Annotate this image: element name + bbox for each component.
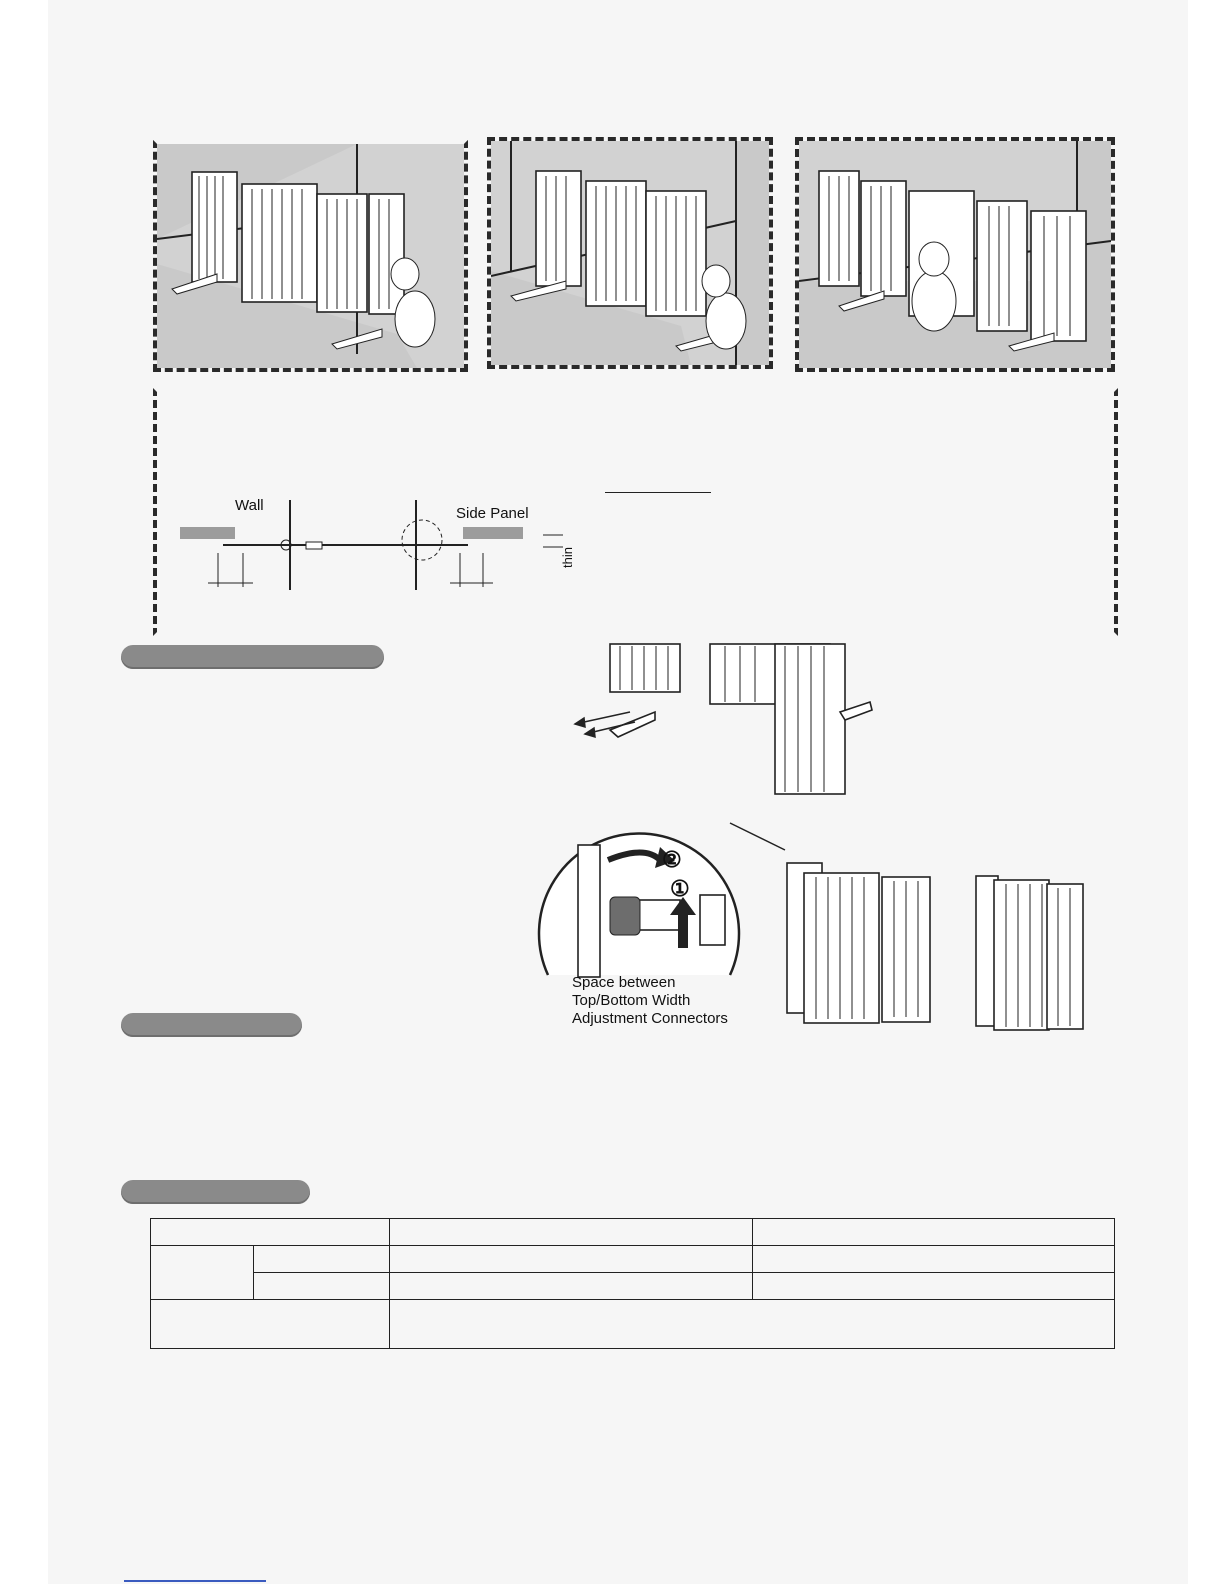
spec-table: [150, 1218, 1115, 1349]
folded-gate-illustration-2: [972, 872, 1090, 1032]
mini-ruler: [605, 492, 711, 493]
gate-wall-illustration: [491, 141, 769, 365]
table-row: [151, 1273, 1115, 1300]
table-cell: [390, 1273, 753, 1300]
table-cell: [254, 1246, 390, 1273]
table-cell: [151, 1300, 390, 1349]
table-cell: [390, 1300, 1115, 1349]
setup-illustration-3: [795, 137, 1115, 372]
gate-straight-illustration: [799, 141, 1111, 368]
setup-illustration-2: [487, 137, 773, 369]
caption-line-1: Space between: [572, 974, 676, 991]
table-cell: [151, 1246, 254, 1300]
dog-figure: [395, 291, 435, 347]
wall-label: Wall: [235, 497, 264, 514]
table-row: [151, 1219, 1115, 1246]
section-header-1: [121, 645, 384, 669]
table-row: [151, 1246, 1115, 1273]
table-cell: [753, 1273, 1115, 1300]
thin-label: thin: [560, 547, 575, 568]
arrow-up-icon: [678, 913, 688, 948]
caption-line-3: Adjustment Connectors: [572, 1010, 728, 1027]
section-header-2: [121, 1013, 302, 1037]
table-cell: [390, 1219, 753, 1246]
connector-clip: [610, 897, 640, 935]
footer-link-underline[interactable]: [124, 1580, 266, 1582]
table-cell: [254, 1273, 390, 1300]
base-removal-illustration: [570, 642, 880, 797]
folded-gate-illustration-1: [782, 855, 937, 1025]
table-cell: [753, 1246, 1115, 1273]
table-row: [151, 1300, 1115, 1349]
step-2-marker: ②: [662, 847, 682, 872]
table-cell: [390, 1246, 753, 1273]
gate-corner-illustration: [157, 144, 464, 368]
side-panel-label: Side Panel: [456, 505, 529, 522]
table-cell: [753, 1219, 1115, 1246]
step-1-marker: ①: [670, 876, 690, 901]
section-header-3: [121, 1180, 310, 1204]
setup-illustration-1: [153, 140, 468, 372]
table-cell: [151, 1219, 390, 1246]
caption-line-2: Top/Bottom Width: [572, 992, 691, 1009]
